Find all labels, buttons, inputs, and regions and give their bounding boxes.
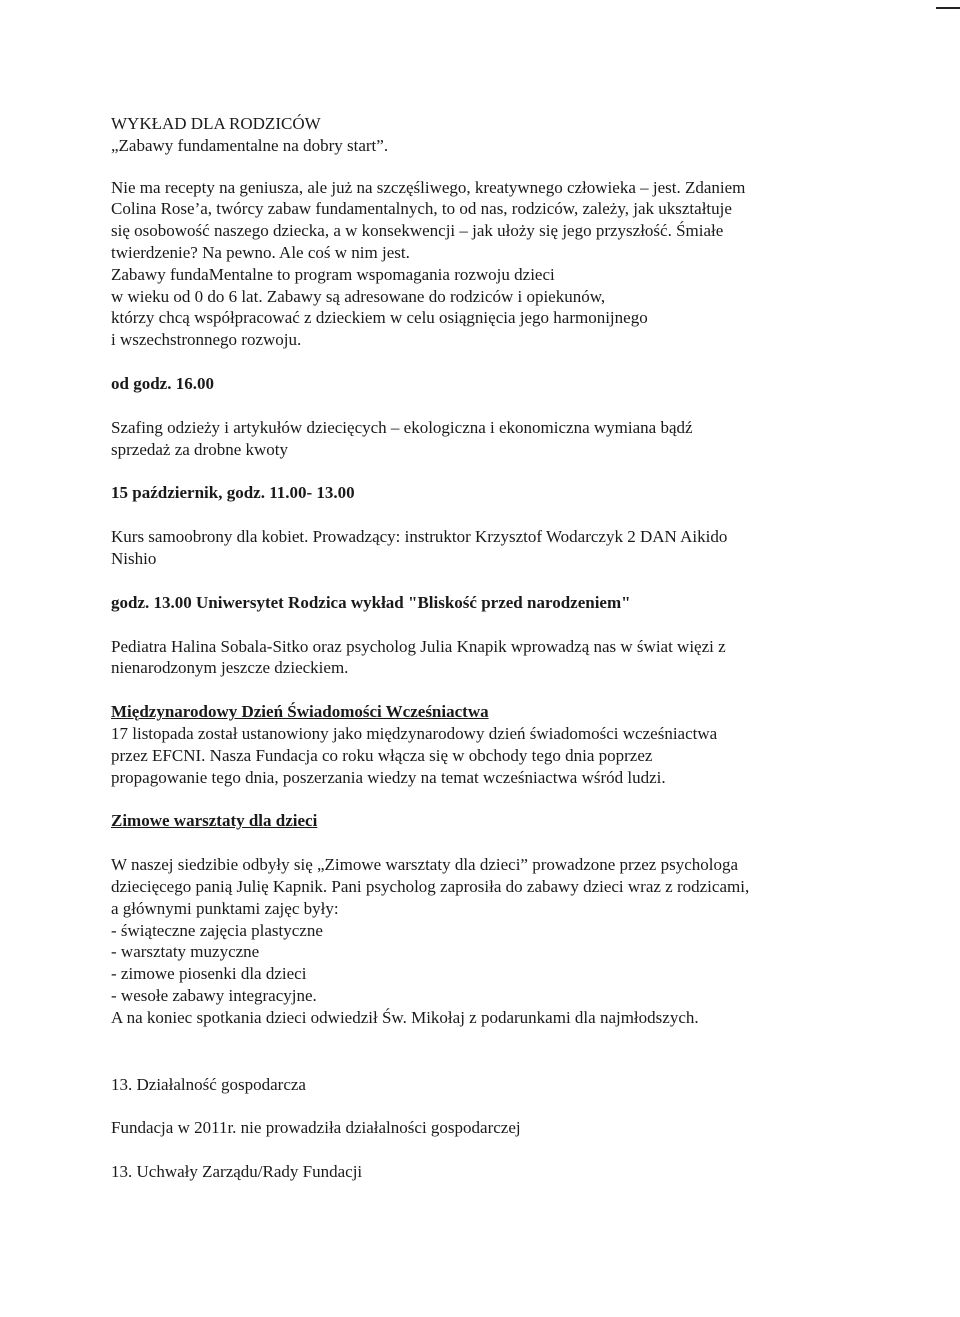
lecture-subtitle: „Zabawy fundamentalne na dobry start”. [111,135,389,155]
self-defense-line: Kurs samoobrony dla kobiet. Prowadzący: instruktor Krzysztof Wodarczyk 2 DAN Aikido [111,527,728,547]
prematurity-line: 17 listopada został ustanowiony jako międzynarodowy dzień świadomości wcześniactwa [111,723,718,743]
winter-workshops-heading: Zimowe warsztaty dla dzieci [111,811,318,831]
intro-line: którzy chcą współpracować z dzieckiem w celu osiągnięcia jego harmonijnego [111,308,648,328]
lecture-title-text: WYKŁAD DLA RODZICÓW [111,114,321,133]
intro-line: Colina Rose’a, twórcy zabaw fundamentalnych, to od nas, rodziców, zależy, jak ukształtuje [111,199,732,219]
intro-line: twierdzenie? Na pewno. Ale coś w nim jest. [111,242,410,262]
parent-university-heading: godz. 13.00 Uniwersytet Rodzica wykład "Bliskość przed narodzeniem" [111,592,631,612]
section-13-business-heading: 13. Działalność gospodarcza [111,1074,306,1094]
intro-line: i wszechstronnego rozwoju. [111,330,302,350]
document-page [111,113,831,1183]
scan-edge-mark [936,7,960,9]
pediatrician-paragraph [111,636,831,680]
szafing-line: Szafing odzieży i artykułów dziecięcych – ekologiczna i ekonomiczna wymiana bądź [111,417,693,437]
winter-workshops-list-item: - wesołe zabawy integracyjne. [111,985,317,1005]
intro-line: Zabawy fundaMentalne to program wspomagania rozwoju dzieci [111,264,555,284]
winter-workshops-list-item: - zimowe piosenki dla dzieci [111,964,307,984]
self-defense-line: Nishio [111,548,157,568]
intro-line: w wieku od 0 do 6 lat. Zabawy są adresowane do rodziców i opiekunów, [111,286,606,306]
intro-line: się osobowość naszego dziecka, a w konsekwencji – jak ułoży się jego przyszłość. Śmiałe [111,221,724,241]
prematurity-section [111,701,831,788]
szafing-line: sprzedaż za drobne kwoty [111,439,289,459]
winter-workshops-line: a głównymi punktami zajęc były: [111,898,339,918]
winter-workshops-list-item: - warsztaty muzyczne [111,942,260,962]
prematurity-line: propagowanie tego dnia, poszerzania wiedzy na temat wcześniactwa wśród ludzi. [111,767,666,787]
prematurity-line: przez EFCNI. Nasza Fundacja co roku włącza się w obchody tego dnia poprzez [111,745,653,765]
section-13-resolutions-heading: 13. Uchwały Zarządu/Rady Fundacji [111,1162,363,1182]
intro-line: Nie ma recepty na geniusza, ale już na szczęśliwego, kreatywnego człowieka – jest. Zdaniem [111,177,746,197]
date-heading-15-october: 15 październik, godz. 11.00- 13.00 [111,483,355,503]
lecture-title [111,113,831,157]
winter-workshops-line: A na koniec spotkania dzieci odwiedził Św. Mikołaj z podarunkami dla najmłodszych. [111,1007,699,1027]
self-defense-paragraph [111,526,831,570]
pediatrician-line: Pediatra Halina Sobala-Sitko oraz psycholog Julia Knapik wprowadzą nas w świat więzi z [111,636,726,656]
winter-workshops-line: dziecięcego panią Julię Kapnik. Pani psycholog zaprosiła do zabawy dzieci wraz z rodzicami, [111,876,750,896]
winter-workshops-line: W naszej siedzibie odbyły się „Zimowe warsztaty dla dzieci” prowadzone przez psychologa [111,855,739,875]
intro-paragraph [111,177,831,351]
time-heading-16: od godz. 16.00 [111,373,214,393]
pediatrician-line: nienarodzonym jeszcze dzieckiem. [111,658,349,678]
section-13-business-text: Fundacja w 2011r. nie prowadziła działalności gospodarczej [111,1118,521,1138]
winter-workshops-list-item: - świąteczne zajęcia plastyczne [111,920,323,940]
prematurity-heading: Międzynarodowy Dzień Świadomości Wcześniactwa [111,702,489,722]
szafing-paragraph [111,417,831,461]
winter-workshops-paragraph [111,854,831,1028]
